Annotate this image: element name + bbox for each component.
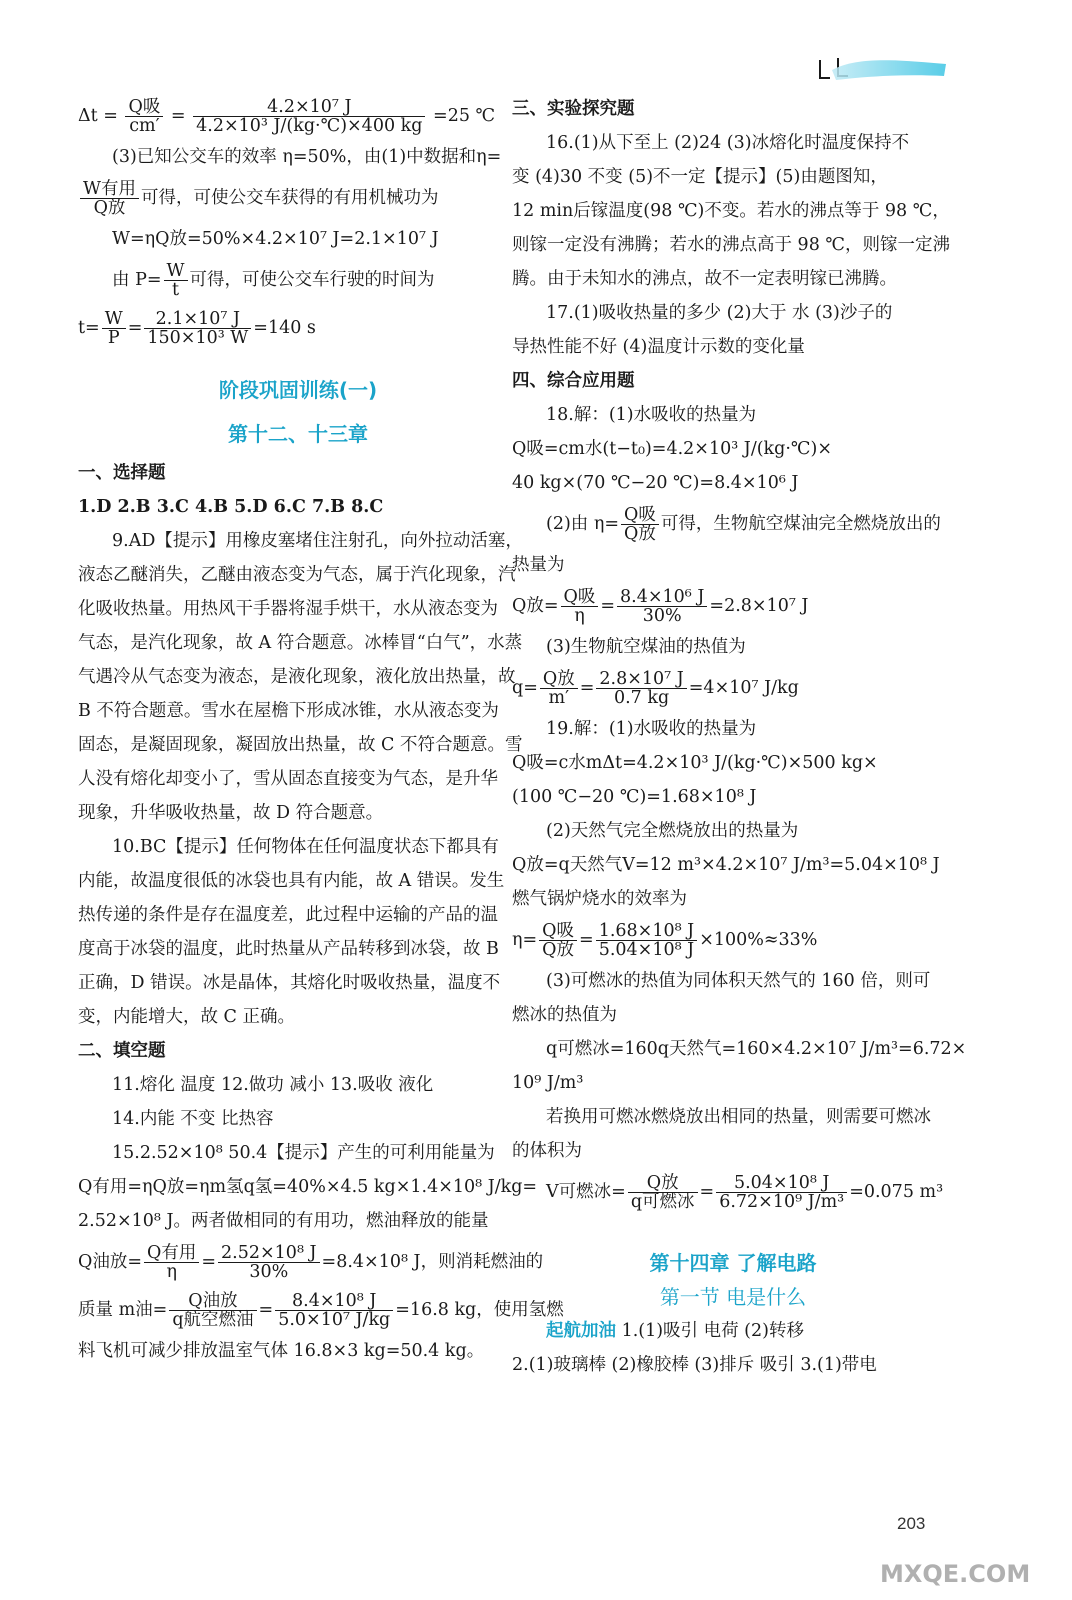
text-line: 若换用可燃冰燃烧放出相同的热量，则需要可燃冰 xyxy=(546,1107,931,1127)
text-line: 燃冰的热值为 xyxy=(512,1005,617,1025)
text-line: Q吸=c水mΔt=4.2×10³ J/(kg·℃)×500 kg× xyxy=(512,753,878,773)
formula-oil-energy: Q油放= $\frac{\text{Q有用}}{\eta}$ = $\frac{\text{2.52×10⁸ J}}{30\%}$ =8.4×10⁸ J，则消耗燃油的 xyxy=(78,1243,544,1282)
text-line: 40 kg×(70 ℃−20 ℃)=8.4×10⁶ J xyxy=(512,473,799,493)
text-line: 的体积为 xyxy=(512,1141,582,1161)
formula-18-eta: (2)由 η= $\frac{\text{Q吸}}{\text{Q放}}$ 可得，生物航空煤油完全燃烧放出的 xyxy=(546,505,941,544)
formula-18-heat-value: q= $\frac{\text{Q放}}{m'}$ = $\frac{\text{2.8×10⁷ J}}{0.7 kg}$ =4×10⁷ J/kg xyxy=(512,669,799,708)
answer-16: 16.(1)从下至上 (2)24 (3)冰熔化时温度保持不 变 (4)30 不变 (5)不一定【提示】(5)由题图知， 12 min后镓温度(98 ℃)不变。若水的沸点等于 98 ℃， 则镓一定没有沸腾；若水的沸点高于 98 ℃，则镓一定沸 腾。由于未知水的沸点，故不一定表明镓已沸腾。 xyxy=(512,133,950,289)
answer-9: 9.AD【提示】用橡皮塞堵住注射孔，向外拉动活塞， 液态乙醚消失，乙醚由液态变为气态，属于汽化现象，汽 化吸收热量。用热风干手器将湿手烘干，水从液态变为 气态，是汽化现象，故 A 符合题意。冰棒冒“白气”，水蒸 气遇冷从气态变为液态，是液化现象，液化放出热量，故 B 不符合题意。雪水在屋檐下形成冰锥，水从液态变为 固态，是凝固现象，凝固放出热量，故 C 不符合题意。雪 人没有熔化却变小了，雪从固态直接变为气态，是升华 现象，升华吸收热量，故 D 符合题意。 xyxy=(78,531,523,823)
section-subtitle: 第十二、十三章 xyxy=(228,422,368,446)
text-line: Q吸=cm水(t−t₀)=4.2×10³ J/(kg·℃)× xyxy=(512,439,832,459)
formula-time: t= $\frac{W}{P}$ = $\frac{\text{2.1×10⁷ J}}{\text{150×10³ W}}$ =140 s xyxy=(78,309,316,348)
header-brush-decoration xyxy=(818,50,948,84)
answers-11-13: 11.熔化 温度 12.做功 减小 13.吸收 液化 xyxy=(112,1075,434,1095)
section-1-title: 第一节 电是什么 xyxy=(659,1285,807,1309)
answers-14: 14.内能 不变 比热容 xyxy=(112,1109,274,1129)
formula-18-q: Q放= $\frac{\text{Q吸}}{\eta}$ = $\frac{\text{8.4×10⁶ J}}{30\%}$ =2.8×10⁷ J xyxy=(512,587,809,626)
formula-19-eta: η= $\frac{\text{Q吸}}{\text{Q放}}$ = $\frac{\text{1.68×10⁸ J}}{\text{5.04×10⁸ J}}$ ×100%≈33% xyxy=(512,921,818,960)
heading-experiment: 三、实验探究题 xyxy=(512,99,635,119)
text-line: q可燃冰=160q天然气=160×4.2×10⁷ J/m³=6.72× xyxy=(546,1039,967,1059)
answer-18: 18.解：(1)水吸收的热量为 xyxy=(546,405,757,425)
warmup-keyword: 起航加油 xyxy=(546,1321,616,1341)
text-line: Q有用=ηQ放=ηm氢q氢=40%×4.5 kg×1.4×10⁸ J/kg= xyxy=(78,1177,538,1197)
text-line: 10⁹ J/m³ xyxy=(512,1073,584,1093)
formula-delta-t: Δt = $\frac{\text{Q吸}}{cm'}$ = $\frac{\text{4.2×10⁷ J}}{\text{4.2×10³ J/(kg·℃)×400 kg}}$ =25 ℃ xyxy=(78,97,496,136)
text-line: (3)生物航空煤油的热值为 xyxy=(546,637,746,657)
answer-15: 15.2.52×10⁸ 50.4【提示】产生的可利用能量为 xyxy=(112,1143,495,1163)
page-number: 203 xyxy=(897,1514,926,1533)
watermark: MXQE.COM xyxy=(880,1560,1031,1588)
text-line: Q放=q天然气V=12 m³×4.2×10⁷ J/m³=5.04×10⁸ J xyxy=(512,855,940,875)
formula-work: W=ηQ放=50%×4.2×10⁷ J=2.1×10⁷ J xyxy=(112,229,439,249)
heading-application: 四、综合应用题 xyxy=(512,371,635,391)
answer-17: 17.(1)吸收热量的多少 (2)大于 水 (3)沙子的 导热性能不好 (4)温度计示数的变化量 xyxy=(512,303,893,357)
text-line: 2.(1)玻璃棒 (2)橡胶棒 (3)排斥 吸引 3.(1)带电 xyxy=(512,1355,877,1375)
formula-power: 由 P= $\frac{W}{t}$ 可得，可使公交车行驶的时间为 xyxy=(112,261,435,300)
text-line: 热量为 xyxy=(512,555,565,575)
section-title: 阶段巩固训练(一) xyxy=(218,378,378,402)
formula-efficiency: $\frac{\text{W有用}}{\text{Q放}}$ 可得，可使公交车获得的有用机械功为 xyxy=(78,174,518,222)
text-line: 燃气锅炉烧水的效率为 xyxy=(512,889,687,909)
warmup-line: 起航加油 1.(1)吸引 电荷 (2)转移 xyxy=(546,1321,804,1341)
formula-oil-mass: 质量 m油= $\frac{\text{Q油放}}{\text{q航空燃油}}$ = $\frac{\text{8.4×10⁸ J}}{\text{5.0×10⁷ J/kg}}$ =16.8 kg，使用氢燃 xyxy=(78,1291,564,1330)
text-line: (3)可燃冰的热值为同体积天然气的 160 倍，则可 xyxy=(546,971,931,991)
answer-19: 19.解：(1)水吸收的热量为 xyxy=(546,719,757,739)
heading-fill: 二、填空题 xyxy=(78,1041,166,1061)
answer-10: 10.BC【提示】任何物体在任何温度状态下都具有 内能，故温度很低的冰袋也具有内能，故 A 错误。发生 热传递的条件是存在温度差，此过程中运输的产品的温 度高于冰袋的温度，此时热量从产品转移到冰袋，故 B 正确，D 错误。冰是晶体，其熔化时吸收热量，温度不 变，内能增大，故 C 正确。 xyxy=(78,837,505,1027)
heading-choice: 一、选择题 xyxy=(78,463,166,483)
answers-choice: 1.D 2.B 3.C 4.B 5.D 6.C 7.B 8.C xyxy=(78,497,384,517)
right-column xyxy=(512,92,967,1382)
text-line: (2)天然气完全燃烧放出的热量为 xyxy=(546,821,799,841)
chapter-title: 第十四章 了解电路 xyxy=(649,1251,817,1275)
text-line: 2.52×10⁸ J。两者做相同的有用功，燃油释放的能量 xyxy=(78,1211,489,1231)
formula-19-volume: V可燃冰= $\frac{\text{Q放}}{\text{q可燃冰}}$ = $\frac{\text{5.04×10⁸ J}}{\text{6.72×10⁹ J/m³}}$ =0.075 m³ xyxy=(546,1173,944,1212)
text-line: (100 ℃−20 ℃)=1.68×10⁸ J xyxy=(512,787,757,807)
text-line: 料飞机可减少排放温室气体 16.8×3 kg=50.4 kg。 xyxy=(78,1341,485,1361)
text-line: (3)已知公交车的效率 η=50%，由(1)中数据和η= xyxy=(112,147,502,167)
